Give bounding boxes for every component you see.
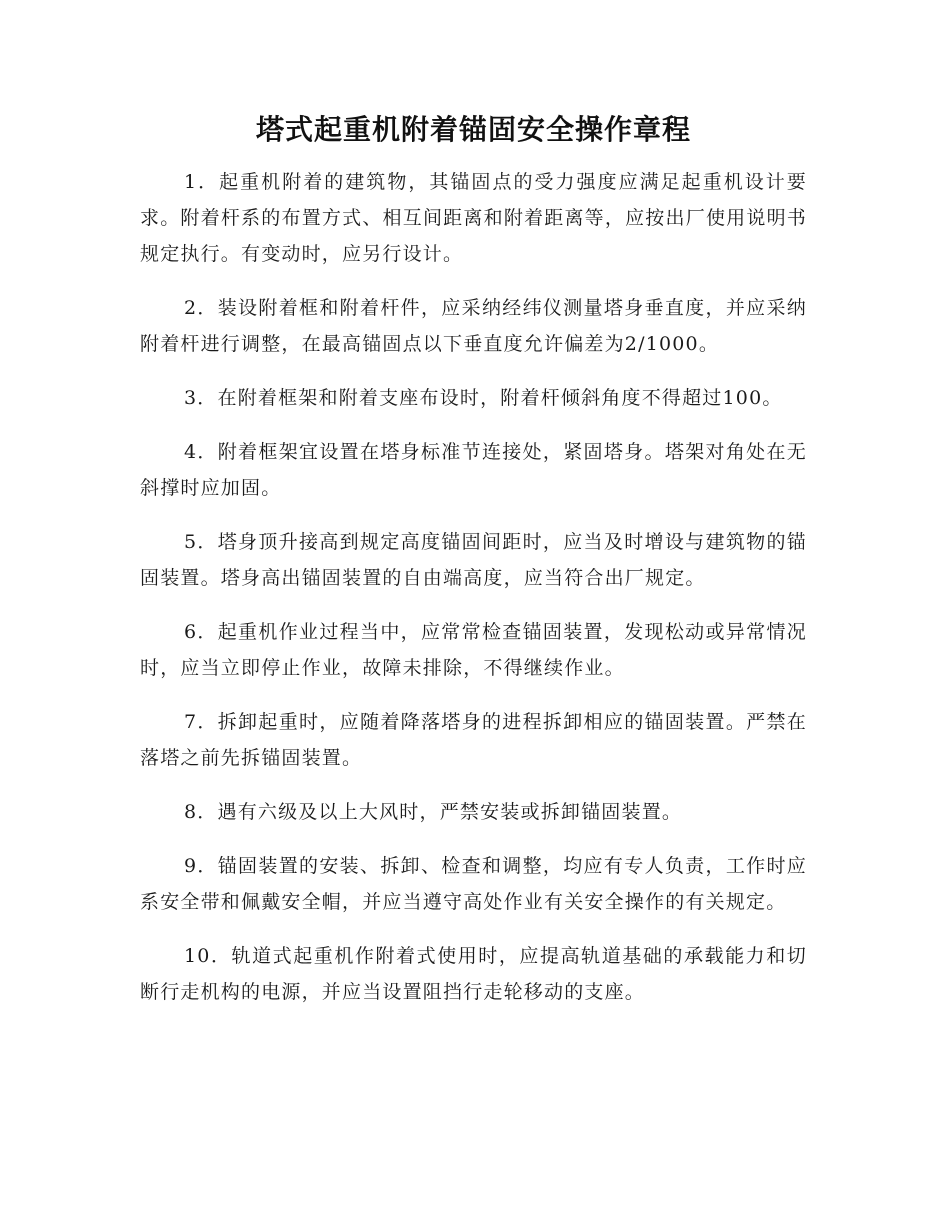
paragraph-7: 7．拆卸起重时，应随着降落塔身的进程拆卸相应的锚固装置。严禁在落塔之前先拆锚固装置。 (140, 711, 807, 769)
document-title: 塔式起重机附着锚固安全操作章程 (255, 113, 691, 146)
paragraph-1: 1．起重机附着的建筑物，其锚固点的受力强度应满足起重机设计要求。附着杆系的布置方式、相互间距离和附着距离等，应按出厂使用说明书规定执行。有变动时，应另行设计。 (140, 171, 807, 265)
paragraph-8: 8．遇有六级及以上大风时，严禁安装或拆卸锚固装置。 (184, 801, 683, 823)
paragraph-4: 4．附着框架宜设置在塔身标准节连接处，紧固塔身。塔架对角处在无斜撑时应加固。 (140, 441, 807, 499)
paragraph-5: 5．塔身顶升接高到规定高度锚固间距时，应当及时增设与建筑物的锚固装置。塔身高出锚固装置的自由端高度，应当符合出厂规定。 (140, 531, 807, 589)
paragraph-10: 10．轨道式起重机作附着式使用时，应提高轨道基础的承载能力和切断行走机构的电源，并应当设置阻挡行走轮移动的支座。 (140, 945, 807, 1003)
paragraph-3: 3．在附着框架和附着支座布设时，附着杆倾斜角度不得超过100。 (184, 387, 783, 409)
paragraph-9: 9．锚固装置的安装、拆卸、检查和调整，均应有专人负责，工作时应系安全带和佩戴安全帽，并应当遵守高处作业有关安全操作的有关规定。 (140, 855, 807, 913)
paragraph-6: 6．起重机作业过程当中，应常常检查锚固装置，发现松动或异常情况时，应当立即停止作业，故障未排除，不得继续作业。 (140, 621, 807, 679)
paragraph-2: 2．装设附着框和附着杆件，应采纳经纬仪测量塔身垂直度，并应采纳附着杆进行调整，在最高锚固点以下垂直度允许偏差为2/1000。 (140, 297, 807, 355)
